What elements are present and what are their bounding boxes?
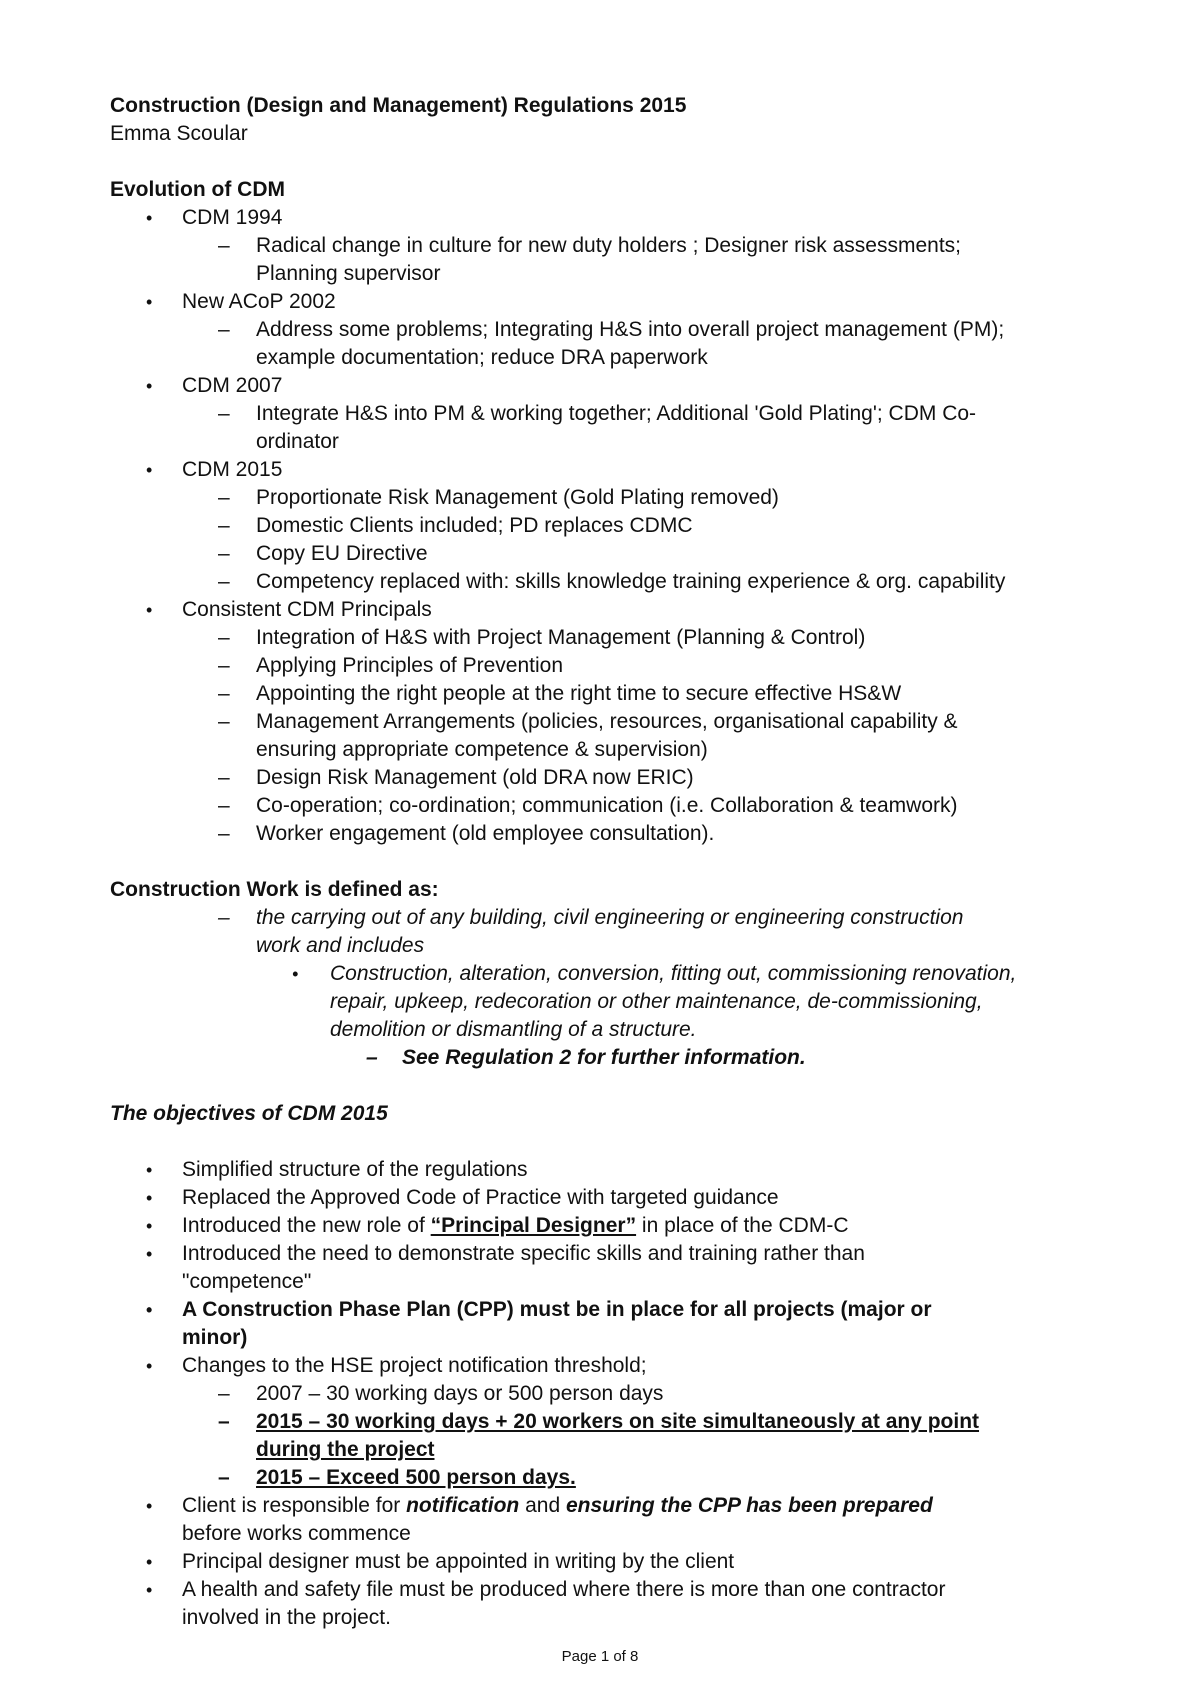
dash-marker: –	[218, 486, 230, 509]
dash-marker: –	[218, 626, 230, 649]
dash-marker: –	[366, 1046, 378, 1069]
dash-marker: –	[218, 514, 230, 537]
dash-marker: –	[218, 570, 230, 593]
bullet-marker: •	[146, 208, 153, 228]
bullet-marker: •	[146, 1300, 153, 1320]
dash-marker: –	[218, 542, 230, 565]
section-heading-objectives: The objectives of CDM 2015	[110, 1102, 388, 1125]
bullet-marker: •	[146, 600, 153, 620]
dash-marker: –	[218, 766, 230, 789]
page-number: Page 1 of 8	[561, 1648, 639, 1665]
dash-marker: –	[218, 1466, 230, 1489]
bullet-marker: •	[146, 1356, 153, 1376]
principal-designer-emphasis: “Principal Designer”	[430, 1214, 637, 1237]
section-heading-construction-work: Construction Work is defined as:	[110, 878, 439, 901]
bullet-marker: •	[146, 1496, 153, 1516]
bullet-marker: •	[146, 1580, 153, 1600]
bullet-marker: •	[146, 1188, 153, 1208]
dash-marker: –	[218, 822, 230, 845]
dash-marker: –	[218, 710, 230, 733]
bullet-marker: •	[146, 1552, 153, 1572]
document-title: Construction (Design and Management) Regulations 2015	[110, 94, 687, 117]
section-heading-evolution: Evolution of CDM	[110, 178, 285, 201]
bullet-marker: •	[146, 292, 153, 312]
dash-marker: –	[218, 794, 230, 817]
dash-marker: –	[218, 1382, 230, 1405]
bullet-marker: •	[146, 1216, 153, 1236]
dash-marker: –	[218, 234, 230, 257]
bullet-marker: •	[146, 1160, 153, 1180]
author-name: Emma Scoular	[110, 122, 248, 145]
dash-marker: –	[218, 682, 230, 705]
bullet-marker: •	[146, 1244, 153, 1264]
dash-marker: –	[218, 318, 230, 341]
dash-marker: –	[218, 654, 230, 677]
dash-marker: –	[218, 1410, 230, 1433]
bullet-marker: •	[146, 376, 153, 396]
bullet-marker: •	[146, 460, 153, 480]
bullet-marker: •	[292, 964, 299, 984]
document-page: Construction (Design and Management) Regulations 2015 Emma Scoular Evolution of CDM • CDM 1994 – Radical change in culture for new duty holders ; Designer risk assessments; Planning supervisor • New ACoP 2002 – Address some problems; Integrating H&S into overall project management (PM); example documentation; reduce DRA paperwork • CDM 2007 – Integrate H&S into PM & working together; Additional 'Gold Plating'; CDM Co- ordinator • CDM 2015 – Proportionate Risk Management (Gold Plating removed) – Domestic Clients included; PD replaces CDMC – Copy EU Directive – Competency replaced with: skills knowledge training experience & org. capability • Consistent CDM Principals – Integration of H&S with Project Management (Planning & Control) – Applying Principles of Prevention – Appointing the right people at the right time to secure effective HS&W – Management Arrangements (policies, resources, organisational capability & ensuring appropriate competence & supervision) – Design Risk Management (old DRA now ERIC) – Co-operation; co-ordination; communication (i.e. Collaboration & teamwork) – Worker engagement (old employee consultation). Construction Work is defined as: – the carrying out of any building, civil engineering or engineering construction work and includes • Construction, alteration, conversion, fitting out, commissioning renovation, repair, upkeep, redecoration or other maintenance, de-commissioning, demolition or dismantling of a structure. – See Regulation 2 for further information. The objectives of CDM 2015 • Simplified structure of the regulations • Replaced the Approved Code of Practice with targeted guidance • Introduced the new role of “Principal Designer” in place of the CDM-C • Introduced the need to demonstrate specific skills and training rather than "competence" • A Construction Phase Plan (CPP) must be in place for all projects (major or minor) • Changes to the HSE project notification threshold; – 2007 – 30 working days or 500 person days – 2015 – 30 working days + 20 workers on site simultaneously at any point during the project – 2015 – Exceed 500 person days. • Client is responsible for notification and ensuring the CPP has been prepared before works commence • Principal designer must be appointed in writing by the client • A health and safety file must be produced where there is more than one contractor involved in the project. Page 1 of 8	[0, 0, 1200, 1698]
dash-marker: –	[218, 402, 230, 425]
dash-marker: –	[218, 906, 230, 929]
